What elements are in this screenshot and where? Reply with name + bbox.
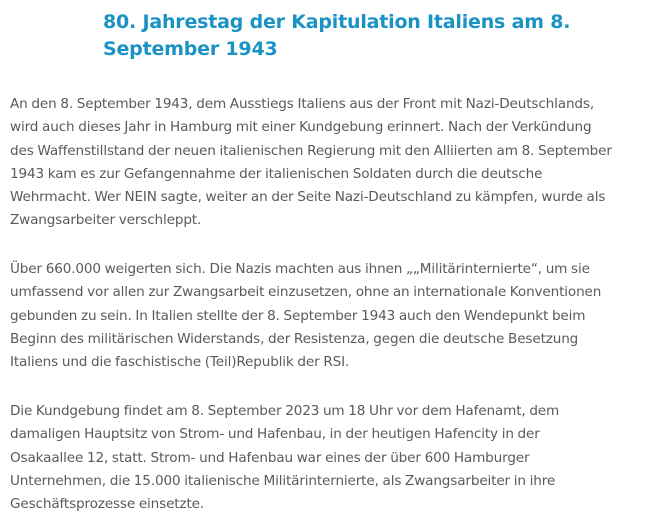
paragraph-3 xyxy=(10,400,640,516)
title-line: 80. Jahrestag der Kapitulation Italiens am 8. xyxy=(103,11,571,33)
paragraph-line: Italiens und die faschistische (Teil)Republik der RSI. xyxy=(10,354,350,371)
paragraph-line: Über 660.000 weigerten sich. Die Nazis machten aus ihnen „„Militärinternierte“, um sie xyxy=(10,261,590,277)
title-line: September 1943 xyxy=(103,38,278,60)
article-title xyxy=(103,9,633,63)
paragraph-line: umfassend vor allen zur Zwangsarbeit einzusetzen, ohne an internationale Konventionen xyxy=(10,284,602,301)
paragraph-line: Unternehmen, die 15.000 italienische Militärinternierte, als Zwangsarbeiter in ihre xyxy=(10,472,556,489)
paragraph-line: Die Kundgebung findet am 8. September 2023 um 18 Uhr vor dem Hafenamt, dem xyxy=(10,403,560,419)
paragraph-line: Zwangsarbeiter verschleppt. xyxy=(10,212,202,229)
paragraph-line: Wehrmacht. Wer NEIN sagte, weiter an der Seite Nazi-Deutschland zu kämpfen, wurde als xyxy=(10,189,606,206)
paragraph-line: Beginn des militärischen Widerstands, der Resistenza, gegen die deutsche Besetzung xyxy=(10,330,579,347)
paragraph-2 xyxy=(10,258,640,374)
paragraph-line: Osakaallee 12, statt. Strom- und Hafenbau war eines der über 600 Hamburger xyxy=(10,449,530,466)
paragraph-line: Geschäftsprozesse einsetzte. xyxy=(10,496,205,513)
paragraph-line: damaligen Hauptsitz von Strom- und Hafenbau, in der heutigen Hafencity in der xyxy=(10,426,540,443)
paragraph-1 xyxy=(10,93,640,233)
paragraph-line: wird auch dieses Jahr in Hamburg mit einer Kundgebung erinnert. Nach der Verkündung xyxy=(10,119,592,136)
paragraph-line: gebunden zu sein. In Italien stellte der 8. September 1943 auch den Wendepunkt beim xyxy=(10,307,586,324)
paragraph-line: 1943 kam es zur Gefangennahme der italienischen Soldaten durch die deutsche xyxy=(10,165,543,182)
paragraph-line: An den 8. September 1943, dem Ausstiegs Italiens aus der Front mit Nazi-Deutschlands, xyxy=(10,96,594,112)
paragraph-line: des Waffenstillstand der neuen italienischen Regierung mit den Alliierten am 8. September xyxy=(10,142,612,159)
